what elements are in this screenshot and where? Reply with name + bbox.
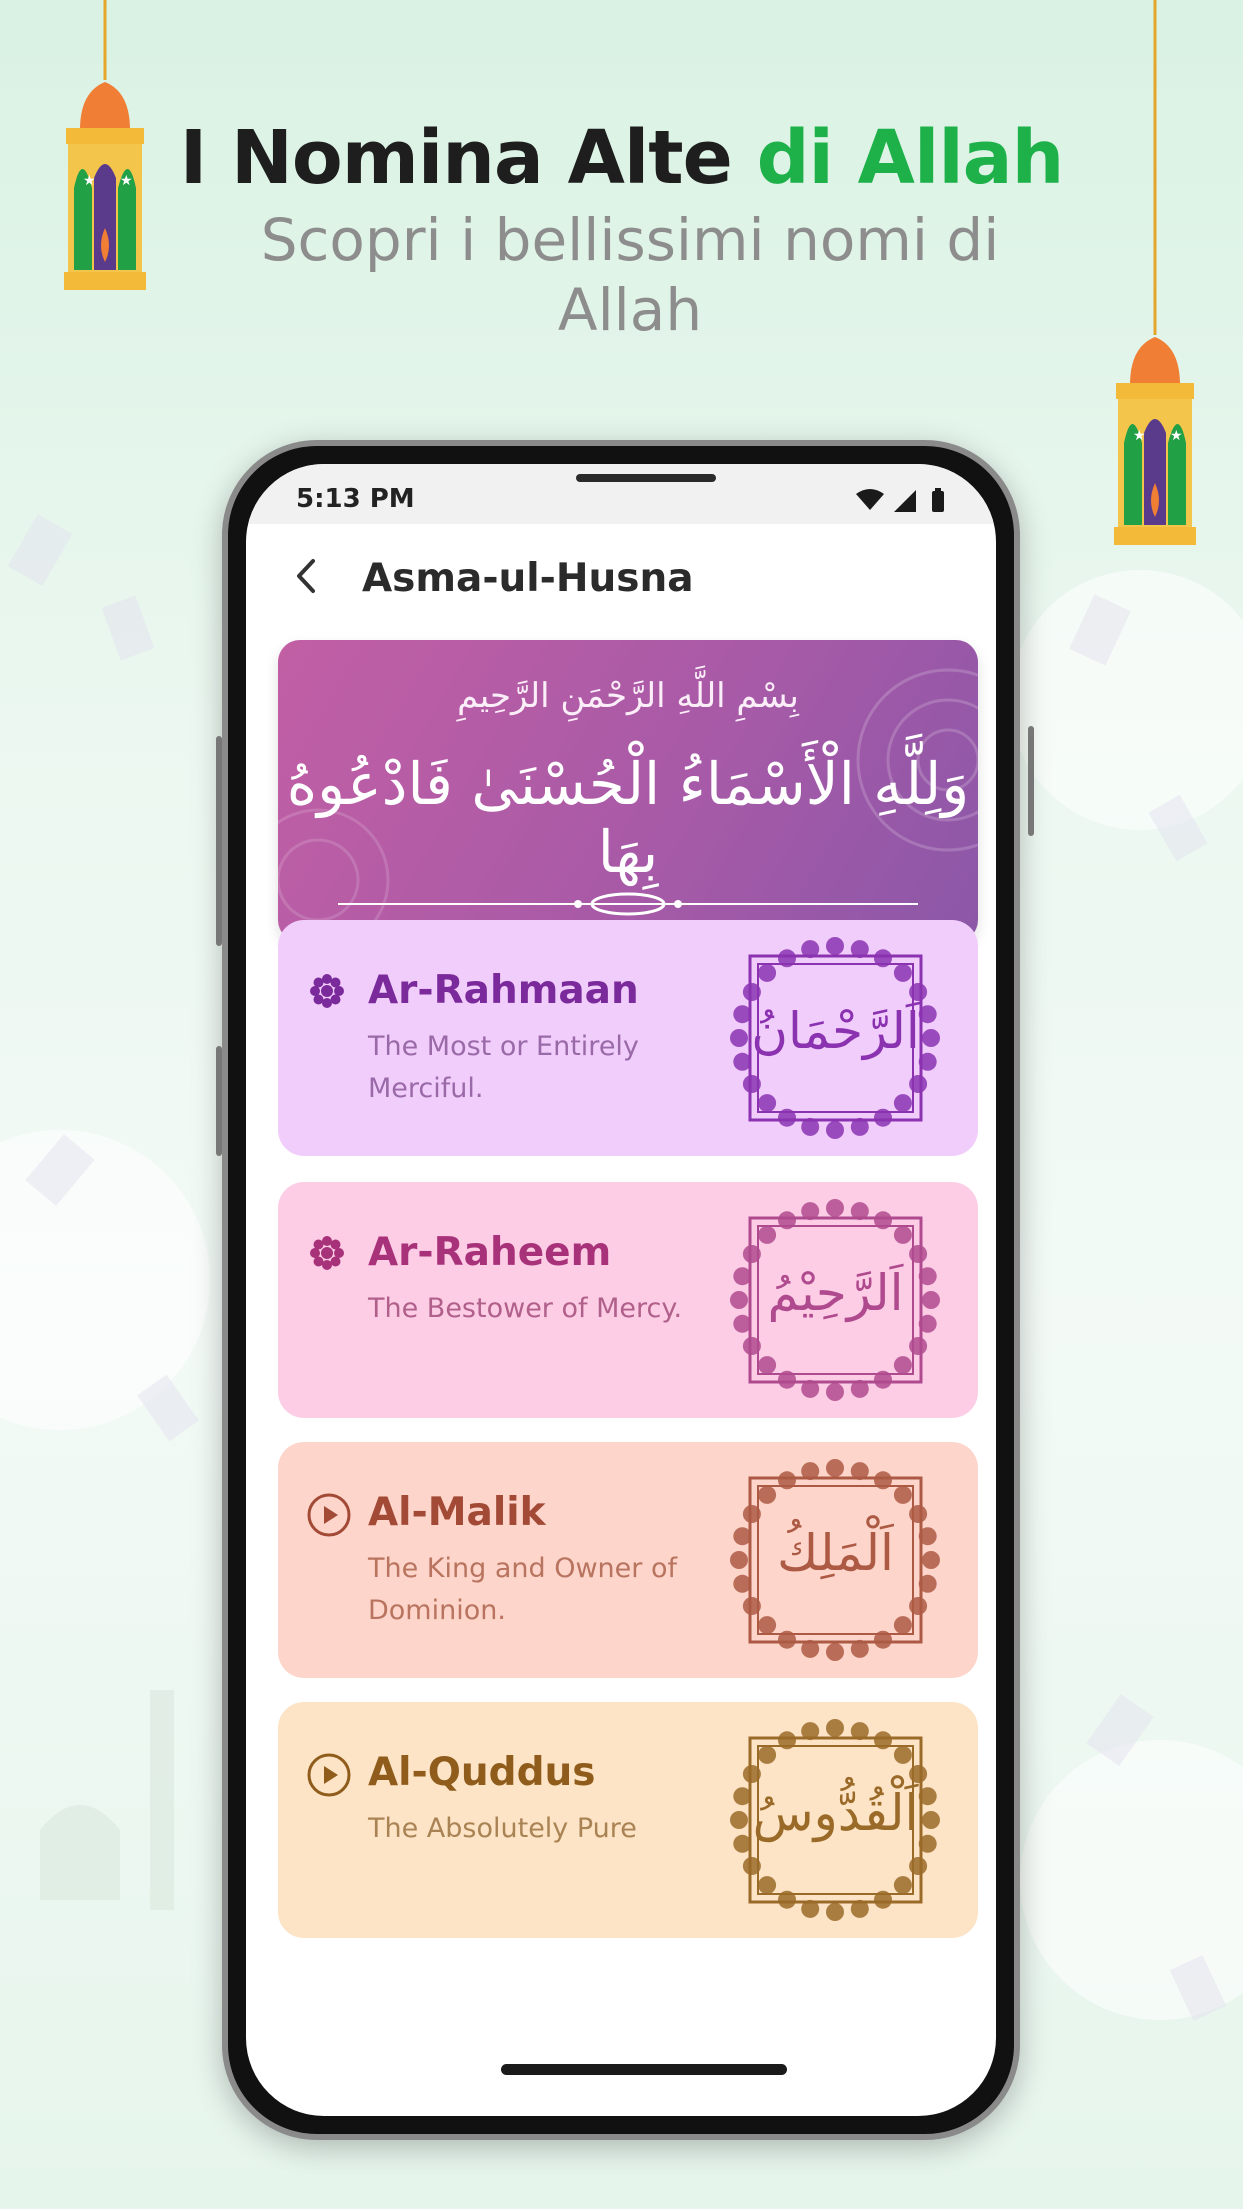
promo-title-main: I Nomina Alte [179,115,732,201]
phone-frame [222,440,1020,2140]
svg-text:★: ★ [1133,428,1146,444]
svg-text:★: ★ [120,173,133,189]
app-header [246,524,996,634]
phone-power-button [1028,726,1034,836]
name-meaning: The Absolutely Pure [368,1813,637,1844]
page-title: Asma-ul-Husna [362,556,694,601]
name-transliteration: Ar-Raheem [368,1230,612,1275]
promo-subtitle-line2: Allah [557,276,703,344]
wifi-icon [856,489,884,510]
name-meaning: The Bestower of Mercy. [368,1293,683,1324]
svg-text:★: ★ [1170,428,1183,444]
back-button[interactable] [284,554,328,598]
ayah-banner [278,640,978,942]
play-icon[interactable] [306,1492,348,1534]
name-card[interactable] [278,1702,978,1938]
status-bar [246,464,996,524]
status-time: 5:13 PM [296,484,415,514]
name-meaning: The Most or Entirely Merciful. [368,1031,639,1104]
name-card[interactable] [278,920,978,1156]
name-arabic: اَلرَّحِيْمُ [767,1264,904,1322]
home-indicator[interactable] [501,2064,787,2075]
play-icon[interactable] [306,1752,348,1794]
promo-subtitle [250,205,1010,345]
promo-title-accent: di Allah [756,115,1064,201]
name-transliteration: Al-Malik [368,1490,546,1535]
ayah-text: وَلِلَّهِ الْأَسْمَاءُ الْحُسْنَىٰ فَادْعُوهُ بِهَا [286,750,970,886]
flower-icon [306,1232,348,1274]
name-arabic: اَلْمَلِكُ [777,1524,894,1582]
name-card[interactable] [278,1182,978,1418]
name-arabic: اَلْقُدُّوسُ [752,1784,919,1842]
name-arabic: اَلرَّحْمَانُ [751,1002,920,1060]
promo-subtitle-line1: Scopri i bellissimi nomi di [260,206,1000,274]
ornamental-divider [338,892,918,916]
name-transliteration: Ar-Rahmaan [368,968,639,1013]
name-transliteration: Al-Quddus [368,1750,596,1795]
status-icons [854,488,954,514]
app-screen [246,464,996,2116]
lantern-icon [50,0,160,300]
signal-icon [894,490,916,512]
phone-side-button [216,736,222,946]
bismillah-text: بِسْمِ اللَّهِ الرَّحْمَنِ الرَّحِيمِ [457,676,799,716]
speaker-notch [576,474,716,482]
name-meaning: The King and Owner of Dominion. [368,1553,677,1626]
promo-title [0,115,1243,201]
lantern-icon [1100,0,1210,555]
flower-icon [306,970,348,1012]
phone-side-button [216,1046,222,1156]
battery-icon [932,491,944,512]
back-arrow-icon [293,557,319,595]
name-card[interactable] [278,1442,978,1678]
svg-text:★: ★ [83,173,96,189]
